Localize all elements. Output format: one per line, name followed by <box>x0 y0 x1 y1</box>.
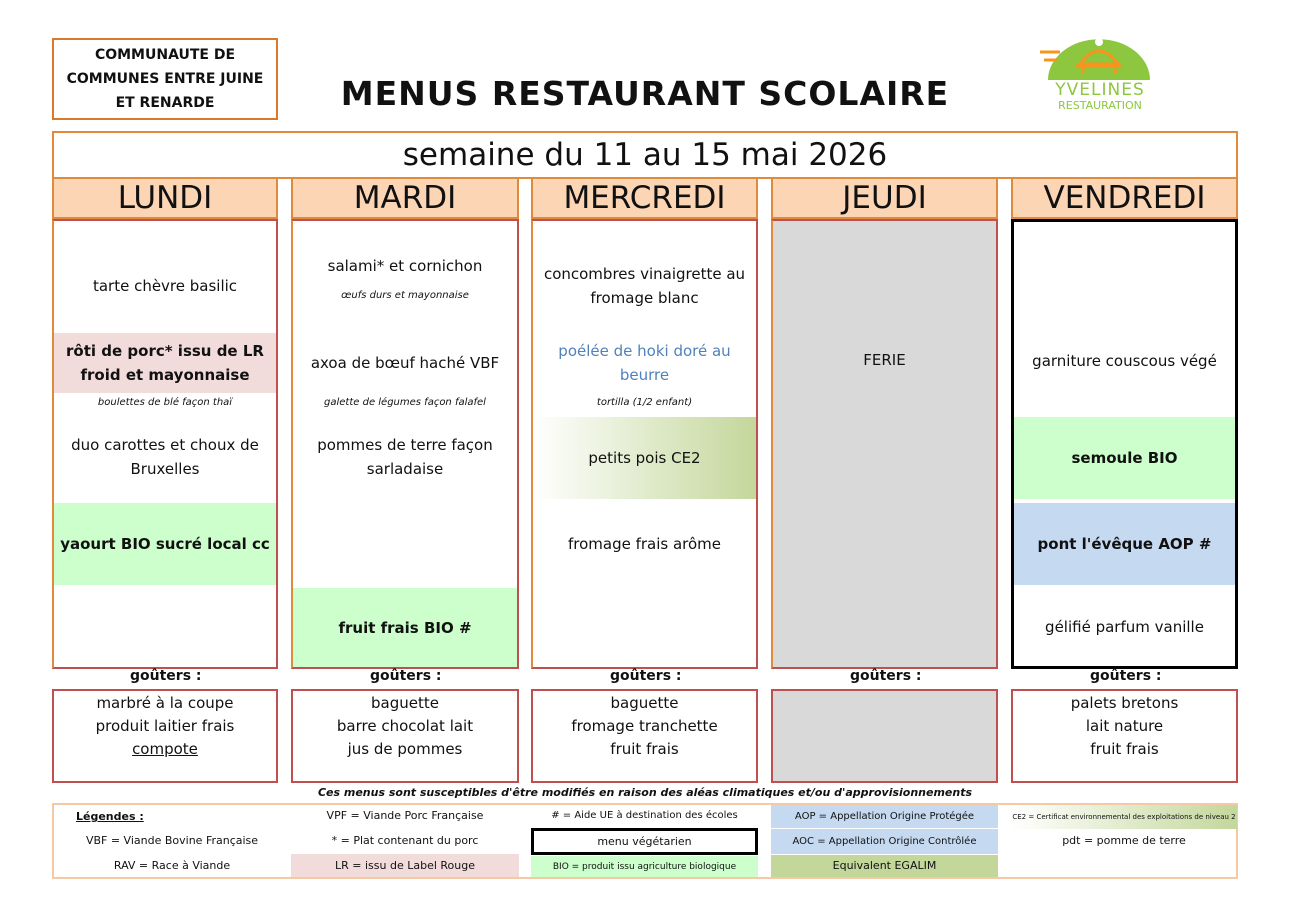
vendredi-main: garniture couscous végé <box>1032 352 1217 370</box>
disclaimer-note: Ces menus sont susceptibles d'être modifiés en raison des aléas climatiques et/ou d'approvisionnements <box>317 786 973 799</box>
vendredi-side: semoule BIO <box>1014 417 1235 499</box>
lundi-main <box>54 333 276 393</box>
lundi-dairy: yaourt BIO sucré local cc <box>54 503 276 585</box>
snack-item: fruit frais <box>1090 740 1159 758</box>
legend-vbf: VBF = Viande Bovine Française <box>85 834 259 847</box>
snack-item: compote <box>132 740 198 758</box>
organization-box <box>52 38 278 120</box>
mardi-main: axoa de bœuf haché VBF <box>310 354 500 372</box>
day-header-vendredi: VENDREDI <box>1011 177 1238 219</box>
legend-aide-ue: # = Aide UE à destination des écoles <box>551 810 738 821</box>
snack-item: baguette <box>371 694 439 712</box>
legend-aoc: AOC = Appellation Origine Contrôlée <box>771 829 998 854</box>
org-line-3: ET RENARDE <box>115 95 215 111</box>
mardi-side-line-2: sarladaise <box>366 460 444 478</box>
gouter-label-vendredi: goûters : <box>1090 668 1162 684</box>
lundi-vegetarian-alt: boulettes de blé façon thaï <box>97 397 233 408</box>
mercredi-side: petits pois CE2 <box>533 417 756 499</box>
legend-egalim: Equivalent EGALIM <box>771 855 998 877</box>
day-header-jeudi: JEUDI <box>771 177 998 219</box>
org-line-2: COMMUNES ENTRE JUINE <box>66 71 264 87</box>
logo-name: YVELINES <box>1055 80 1145 100</box>
lundi-main-line-2: froid et mayonnaise <box>80 366 250 384</box>
yvelines-logo <box>1030 28 1170 118</box>
snack-box-mercredi <box>531 689 758 783</box>
menu-column-vendredi <box>1011 219 1238 669</box>
gouter-label-mardi: goûters : <box>370 668 442 684</box>
mercredi-main: poélée de hoki doré au beurre <box>558 342 731 384</box>
legend-label-rouge: LR = issu de Label Rouge <box>291 854 519 877</box>
vendredi-dairy: pont l'évêque AOP # <box>1014 503 1235 585</box>
legend-vegetarian: menu végétarien <box>531 828 758 855</box>
mardi-starter-alt: œufs durs et mayonnaise <box>341 290 469 301</box>
legend-rav: RAV = Race à Viande <box>113 859 231 872</box>
snack-item: baguette <box>610 694 679 712</box>
snack-box-jeudi <box>771 689 998 783</box>
page-title: MENUS RESTAURANT SCOLAIRE <box>340 73 950 113</box>
lundi-side-line-2: Bruxelles <box>130 460 200 478</box>
mercredi-starter-line-2: fromage blanc <box>590 289 699 307</box>
legend-title: Légendes : <box>76 810 144 823</box>
snack-item: barre chocolat lait <box>336 717 474 735</box>
gouter-label-lundi: goûters : <box>130 668 202 684</box>
lundi-side-line-1: duo carottes et choux de <box>71 436 259 454</box>
snack-box-mardi <box>291 689 519 783</box>
mardi-starter: salami* et cornichon <box>327 257 483 275</box>
day-header-mercredi: MERCREDI <box>531 177 758 219</box>
mercredi-vegetarian-alt: tortilla (1/2 enfant) <box>596 397 693 408</box>
logo-subtitle: RESTAURATION <box>1058 99 1142 112</box>
snack-item: fromage tranchette <box>571 717 718 735</box>
legend-aop: AOP = Appellation Origine Protégée <box>771 805 998 828</box>
snack-item: lait nature <box>1085 717 1164 735</box>
snack-box-lundi <box>52 689 278 783</box>
day-header-lundi: LUNDI <box>52 177 278 219</box>
snack-item: palets bretons <box>1070 694 1179 712</box>
menu-column-lundi <box>52 219 278 669</box>
snack-item: produit laitier frais <box>95 717 235 735</box>
gouter-label-jeudi: goûters : <box>850 668 922 684</box>
menu-column-mercredi <box>531 219 758 669</box>
week-title: semaine du 11 au 15 mai 2026 <box>52 131 1238 179</box>
menu-column-mardi <box>291 219 519 669</box>
mardi-side <box>293 417 517 497</box>
legend-pdt: pdt = pomme de terre <box>1062 834 1186 847</box>
day-header-mardi: MARDI <box>291 177 519 219</box>
mardi-side-line-1: pommes de terre façon <box>317 436 493 454</box>
legend-ce2: CE2 = Certificat environnemental des exploitations de niveau 2 <box>1011 805 1237 829</box>
mardi-vegetarian-alt: galette de légumes façon falafel <box>324 397 486 408</box>
legend-porc: * = Plat contenant du porc <box>331 834 479 847</box>
mercredi-starter-line-1: concombres vinaigrette au <box>543 265 746 283</box>
snack-item: marbré à la coupe <box>96 694 234 712</box>
menu-column-jeudi <box>771 219 998 669</box>
jeudi-closed-label: FERIE <box>863 351 906 369</box>
vendredi-dessert: gélifié parfum vanille <box>1045 618 1204 636</box>
lundi-side <box>54 417 276 497</box>
lundi-main-line-1: rôti de porc* issu de LR <box>66 342 264 360</box>
lundi-starter: tarte chèvre basilic <box>92 277 238 295</box>
mercredi-dairy: fromage frais arôme <box>567 535 722 553</box>
mercredi-starter <box>533 251 756 321</box>
legend-bio: BIO = produit issu agriculture biologique <box>531 856 758 877</box>
snack-item: fruit frais <box>610 740 679 758</box>
legend-vpf: VPF = Viande Porc Française <box>326 809 484 822</box>
gouter-label-mercredi: goûters : <box>610 668 682 684</box>
org-line-1: COMMUNAUTE DE <box>94 47 236 63</box>
snack-item: jus de pommes <box>347 740 463 758</box>
snack-box-vendredi <box>1011 689 1238 783</box>
mardi-dessert: fruit frais BIO # <box>293 588 517 667</box>
